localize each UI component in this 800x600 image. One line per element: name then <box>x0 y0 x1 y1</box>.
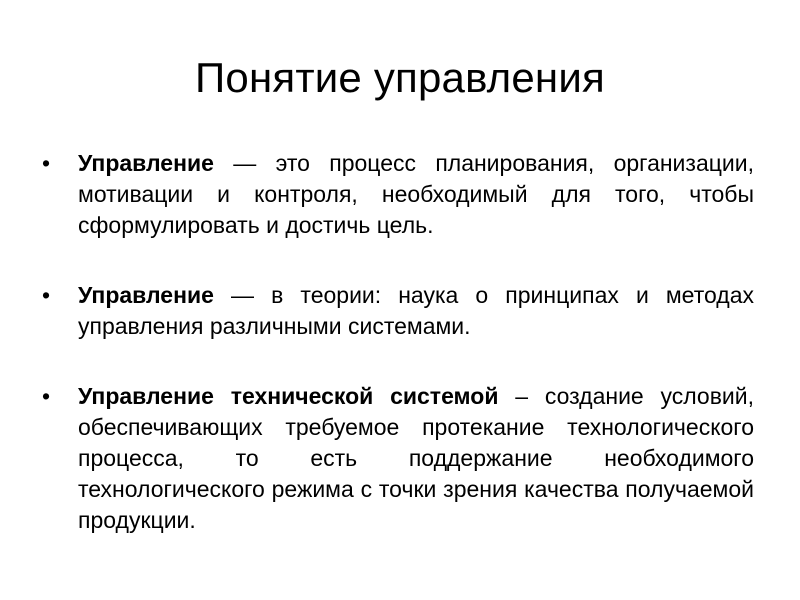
definition-list <box>42 148 754 575</box>
slide-title: Понятие управления <box>195 54 605 101</box>
bullet-icon: • <box>42 282 51 308</box>
definition-separator: – <box>498 383 545 409</box>
definition-separator: — <box>213 282 272 308</box>
definition-text: в теории: наука о принципах и методах управления различными системами. <box>78 282 754 339</box>
definition-text: это процесс планирования, организации, мотивации и контроля, необходимый для того, чтобы сформулировать и достичь цель. <box>78 150 755 238</box>
definition-term: Управление <box>78 282 214 308</box>
definition-text: создание условий, обеспечивающих требуемое протекание технологического процесса, то есть поддержание необходимого технологического режима с точки зрения качества получаемой продукции. <box>78 383 755 533</box>
definition-term: Управление технической системой <box>78 383 499 409</box>
definition-separator: — <box>213 150 276 176</box>
definition-term: Управление <box>78 150 214 176</box>
bullet-icon: • <box>42 150 51 176</box>
bullet-icon: • <box>42 383 51 409</box>
definition-item <box>42 280 754 342</box>
definition-item <box>42 381 754 536</box>
definition-item <box>42 148 754 241</box>
